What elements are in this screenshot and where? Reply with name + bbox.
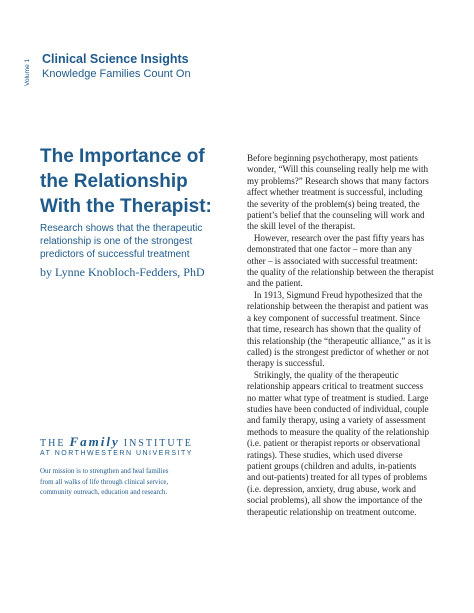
series-title: Clinical Science Insights xyxy=(42,52,189,66)
body-line: (i.e. patient or therapist reports or observational xyxy=(247,438,421,449)
body-line: social problems), all show the importance of the xyxy=(247,495,423,506)
subtitle-line: relationship is one of the strongest xyxy=(40,236,193,247)
volume-label: Volume 1 xyxy=(24,58,31,86)
body-line: a key component of successful treatment. Since xyxy=(247,312,420,323)
body-line: patient groups (children and adults, in-patients xyxy=(247,460,417,471)
headline-line: With the Therapist: xyxy=(40,196,212,217)
body-line: relationship between the therapist and patient was xyxy=(247,301,429,312)
headline-line: The Importance of xyxy=(40,146,205,167)
body-line: affect whether treatment is successful, including xyxy=(247,187,423,198)
mission-line: community outreach, education and research. xyxy=(40,488,168,496)
body-line: the quality of the relationship between the therapist xyxy=(247,267,434,278)
body-line: wonder, “Will this counseling really help me with xyxy=(247,164,429,175)
logo-institute: INSTITUTE xyxy=(123,438,193,449)
body-line: methods to measure the quality of the relationship xyxy=(247,426,430,437)
body-line: the severity of the problem(s) being treated, the xyxy=(247,198,420,209)
body-line: my problems?” Research shows that many factors xyxy=(247,175,429,186)
body-line: other – is associated with successful treatment: xyxy=(247,255,418,266)
subtitle-line: Research shows that the therapeutic xyxy=(40,223,203,234)
body-line: patient’s belief that the counseling will work and xyxy=(247,210,425,221)
body-line: demonstrated that one factor – more than any xyxy=(247,244,412,255)
body-line: and the patient. xyxy=(247,278,303,289)
body-line: (i.e. depression, anxiety, drug abuse, work and xyxy=(247,483,416,494)
body-line: and family therapy, using a variety of assessment xyxy=(247,415,426,426)
article-body xyxy=(247,153,443,518)
series-subtitle: Knowledge Families Count On xyxy=(42,68,191,80)
article-subtitle xyxy=(40,222,240,261)
body-line: studies have been conducted of individual, couple xyxy=(247,403,429,414)
body-line: that time, research has shown that the quality of xyxy=(247,324,421,335)
body-line: therapeutic relationship on treatment outcome. xyxy=(247,506,417,517)
logo-the: THE xyxy=(40,438,66,449)
mission-line: Our mission is to strengthen and heal families xyxy=(40,467,169,475)
body-line: this relationship (the “therapeutic alliance,” as it is xyxy=(247,335,431,346)
body-line: Before beginning psychotherapy, most patients xyxy=(247,153,418,163)
article-headline xyxy=(40,144,240,219)
body-line: no matter what type of treatment is studied. Large xyxy=(247,392,429,403)
body-line: In 1913, Sigmund Freud hypothesized that the xyxy=(247,289,423,300)
body-line: therapy is successful. xyxy=(247,358,325,369)
institute-logo xyxy=(40,433,193,451)
subtitle-line: predictors of successful treatment xyxy=(40,249,190,260)
mission-statement xyxy=(40,466,169,498)
byline: by Lynne Knobloch-Fedders, PhD xyxy=(40,265,205,279)
body-line: Strikingly, the quality of the therapeutic xyxy=(247,369,399,380)
body-line: relationship appears critical to treatment success xyxy=(247,381,423,392)
institute-affiliation: AT NORTHWESTERN UNIVERSITY xyxy=(40,450,193,457)
body-line: ratings). These studies, which used diverse xyxy=(247,449,403,460)
body-line: the skill level of the therapist. xyxy=(247,221,356,232)
logo-family: Family xyxy=(69,434,120,449)
body-line: and out-patients) treated for all types of problems xyxy=(247,472,428,483)
mission-line: from all walks of life through clinical service, xyxy=(40,477,169,486)
headline-line: the Relationship xyxy=(40,171,188,192)
body-line: called) is the strongest predictor of whether or not xyxy=(247,346,429,357)
body-line: However, research over the past fifty years has xyxy=(247,232,425,243)
